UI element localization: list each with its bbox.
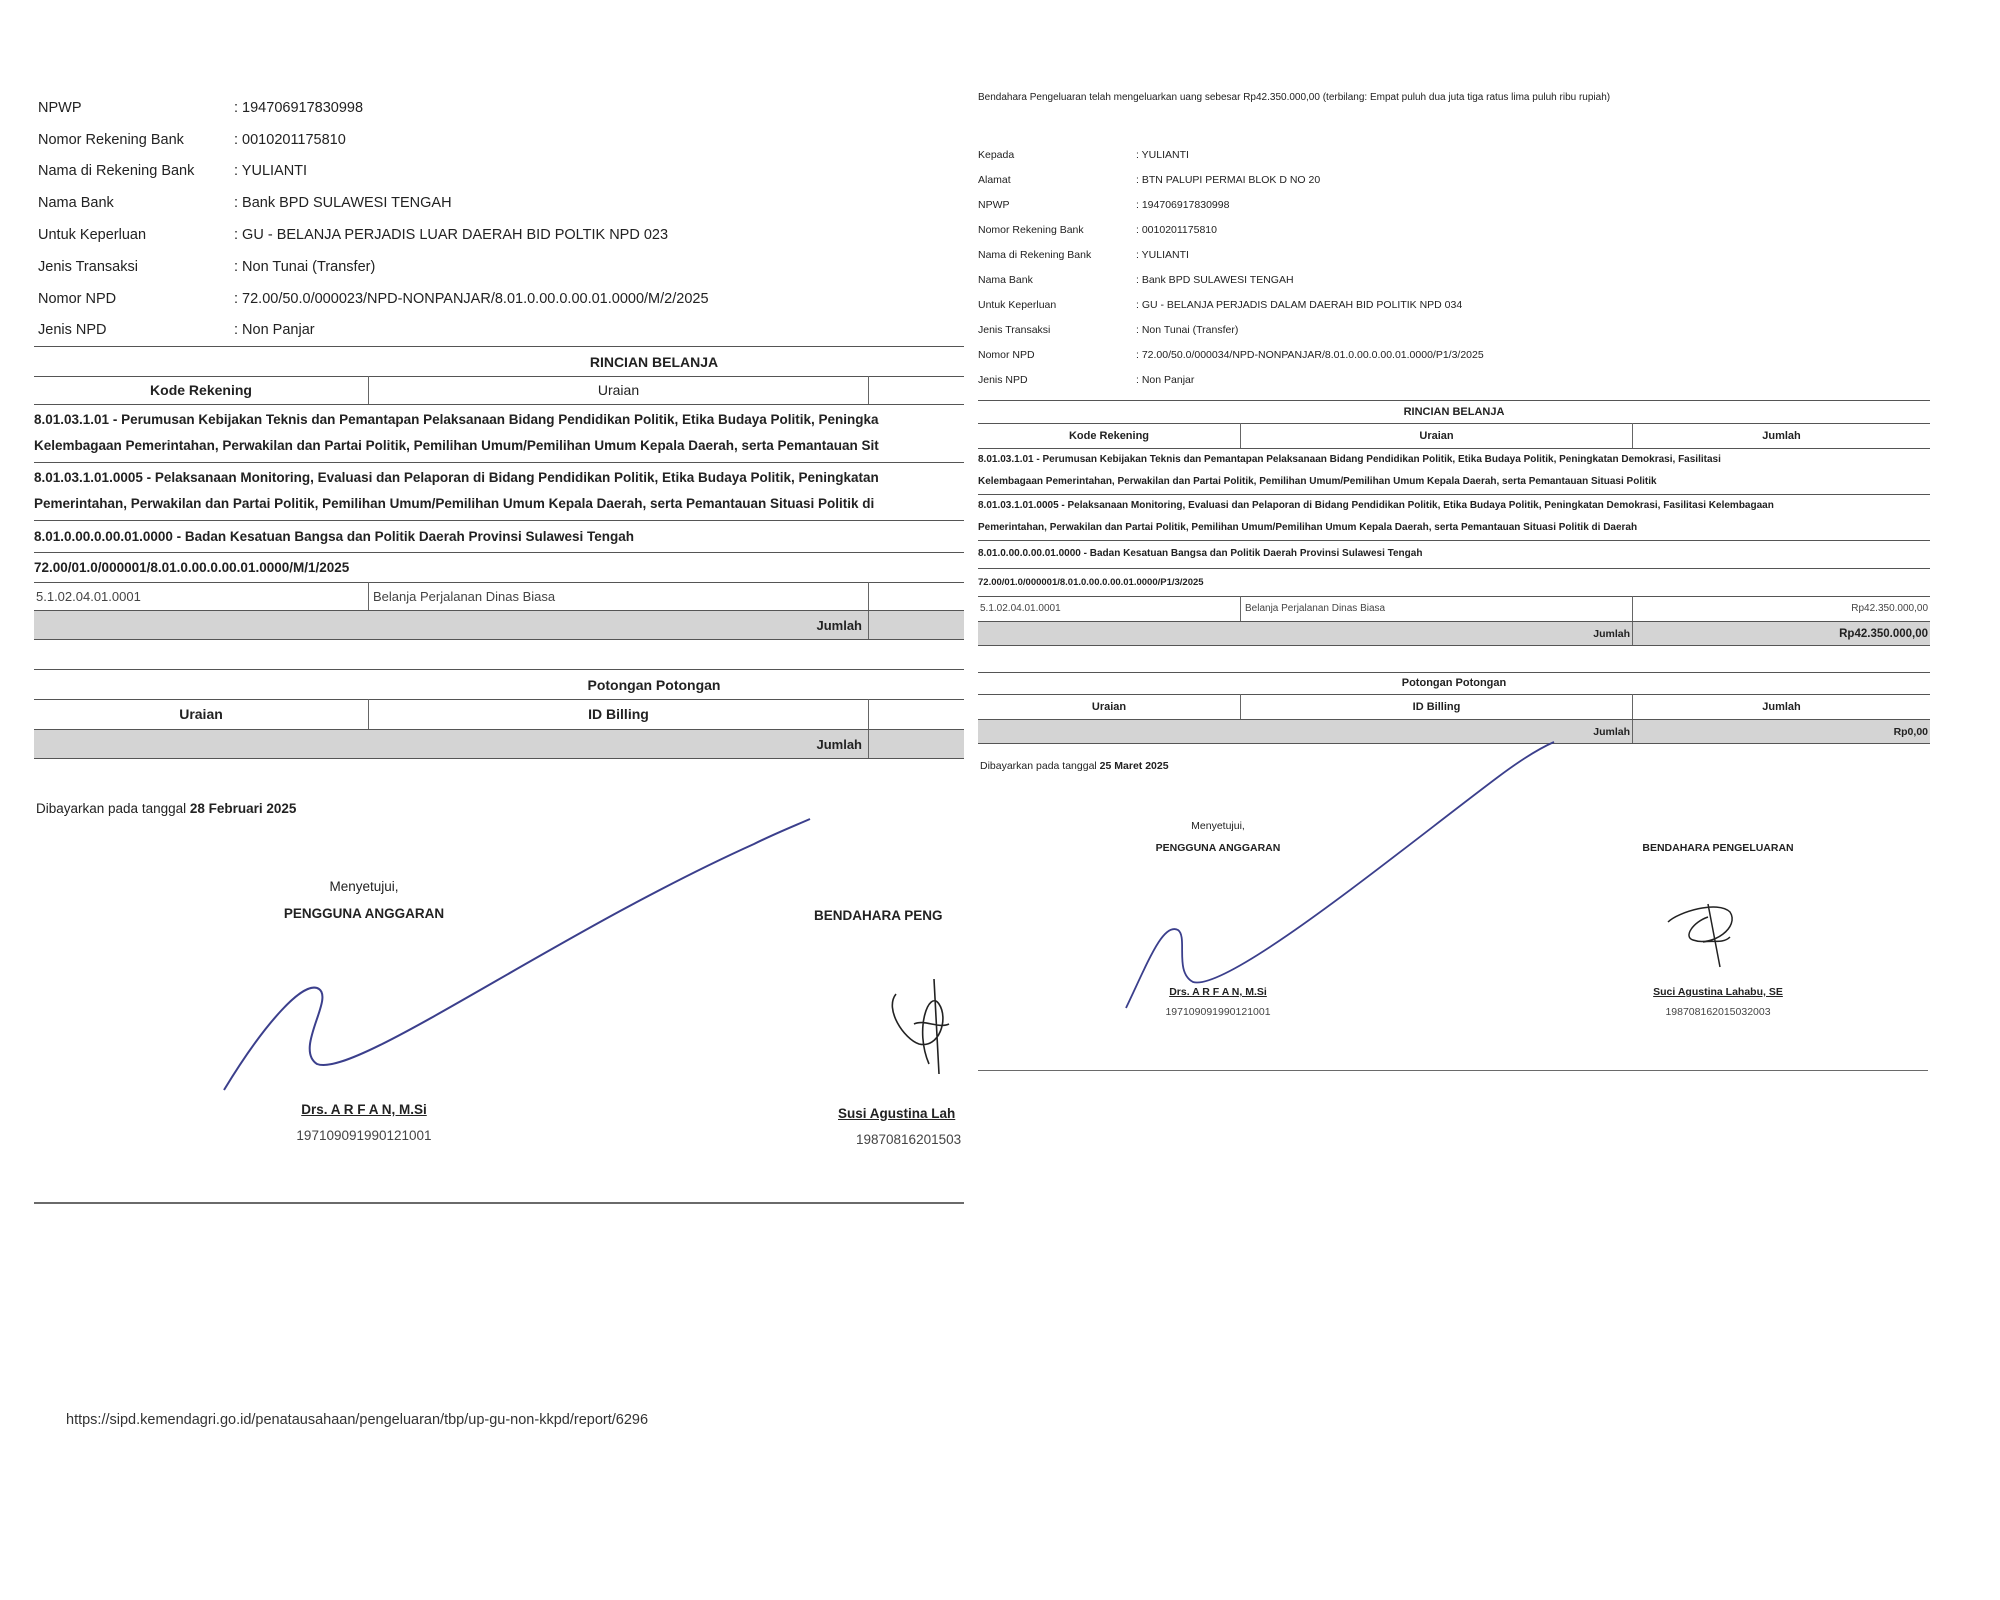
info-value: : GU - BELANJA PERJADIS LUAR DAERAH BID POLTIK NPD 023	[234, 227, 669, 244]
left-signature-marks	[34, 74, 964, 1204]
right-bp-name: Suci Agustina Lahabu, SE	[1653, 986, 1783, 998]
left-potongan-title: Potongan Potongan	[587, 677, 721, 693]
right-jumlah-label: Jumlah	[1593, 627, 1630, 640]
right-pot-col-jumlah: Jumlah	[1632, 694, 1930, 719]
left-item-uraian: Belanja Perjalanan Dinas Biasa	[368, 582, 868, 610]
left-unit-line: 8.01.0.00.0.00.01.0000 - Badan Kesatuan Bangsa dan Politik Daerah Provinsi Sulawesi Tengah	[34, 529, 634, 544]
right-pa-nip: 197109091990121001	[1165, 1006, 1271, 1018]
right-document	[978, 92, 1930, 1072]
info-value: : Non Panjar	[234, 322, 315, 339]
left-pa-name: Drs. A R F A N, M.Si	[301, 1102, 427, 1117]
right-pot-total: Rp0,00	[1632, 720, 1930, 743]
right-program-line-1b: Kelembagaan Pemerintahan, Perwakilan dan Partai Politik, Pemilihan Umum/Pemilihan Umum Kepala Daerah, serta Pemantauan Situasi Politik	[978, 476, 1657, 487]
info-value: : GU - BELANJA PERJADIS DALAM DAERAH BID POLITIK NPD 034	[1136, 298, 1463, 311]
footer-url[interactable]: https://sipd.kemendagri.go.id/penatausahaan/pengeluaran/tbp/up-gu-non-kkpd/report/6296	[66, 1412, 649, 1428]
info-value: : BTN PALUPI PERMAI BLOK D NO 20	[1136, 173, 1321, 186]
right-item-jumlah: Rp42.350.000,00	[1632, 596, 1930, 621]
info-label: Nomor NPD	[978, 348, 1035, 361]
left-col-uraian: Uraian	[368, 376, 868, 404]
right-total: Rp42.350.000,00	[1632, 622, 1930, 645]
info-value: : YULIANTI	[1136, 148, 1189, 161]
info-value: : YULIANTI	[234, 163, 308, 180]
right-pot-col-billing: ID Billing	[1240, 694, 1632, 719]
info-label: Nomor NPD	[38, 290, 117, 307]
right-paid-date: Dibayarkan pada tanggal 25 Maret 2025	[980, 760, 1169, 772]
info-value: : Non Panjar	[1136, 373, 1195, 386]
left-jumlah-label: Jumlah	[816, 617, 862, 633]
info-value: : 194706917830998	[1136, 198, 1230, 211]
info-value: : 0010201175810	[1136, 223, 1217, 236]
info-label: Untuk Keperluan	[38, 227, 147, 244]
info-label: Jenis NPD	[38, 322, 107, 339]
left-menyetujui: Menyetujui,	[329, 879, 399, 894]
right-activity-line-2b: Pemerintahan, Perwakilan dan Partai Politik, Pemilihan Umum/Pemilihan Umum Kepala Daerah, serta Pemantauan Situasi Politik di Daerah	[978, 522, 1638, 533]
right-menyetujui: Menyetujui,	[1191, 820, 1245, 832]
right-payment-statement: Bendahara Pengeluaran telah mengeluarkan uang sebesar Rp42.350.000,00 (terbilang: Empat puluh dua juta tiga ratus lima puluh ribu rupiah)	[978, 92, 1611, 103]
left-pot-jumlah-label: Jumlah	[816, 736, 862, 752]
left-program-line-1a: 8.01.03.1.01 - Perumusan Kebijakan Teknis dan Pemantapan Pelaksanaan Bidang Pendidikan Politik, Etika Budaya Politik, Peningka	[34, 412, 879, 427]
left-pa-signature-icon	[224, 819, 810, 1090]
right-pengguna-anggaran: PENGGUNA ANGGARAN	[1155, 842, 1281, 854]
info-label: Nama Bank	[978, 273, 1033, 286]
info-label: Nama di Rekening Bank	[38, 163, 195, 180]
right-npd-line: 72.00/01.0/000001/8.01.0.00.0.00.01.0000/P1/3/2025	[978, 577, 1204, 588]
right-col-kode-rekening: Kode Rekening	[1068, 429, 1150, 442]
info-label: Jenis Transaksi	[38, 258, 138, 275]
left-bp-nip: 19870816201503	[856, 1132, 962, 1147]
info-label: Jenis Transaksi	[978, 323, 1051, 336]
left-col-kode-rekening: Kode Rekening	[150, 382, 252, 398]
left-program-line-1b: Kelembagaan Pemerintahan, Perwakilan dan Partai Politik, Pemilihan Umum/Pemilihan Umum Kepala Daerah, serta Pemantauan Sit	[34, 438, 879, 453]
right-pot-col-uraian: Uraian	[1091, 700, 1127, 713]
right-potongan-title: Potongan Potongan	[1401, 677, 1507, 689]
left-pot-col-uraian: Uraian	[179, 706, 223, 722]
left-rincian-title: RINCIAN BELANJA	[589, 354, 719, 370]
right-program-line-1a: 8.01.03.1.01 - Perumusan Kebijakan Teknis dan Pemantapan Pelaksanaan Bidang Pendidikan Politik, Etika Budaya Politik, Peningkatan Demokrasi, Fasilitasi	[978, 454, 1721, 465]
right-signature-marks	[978, 92, 1930, 1072]
right-col-jumlah: Jumlah	[1632, 423, 1930, 448]
left-item-kode: 5.1.02.04.01.0001	[36, 588, 141, 604]
left-activity-line-2a: 8.01.03.1.01.0005 - Pelaksanaan Monitoring, Evaluasi dan Pelaporan di Bidang Pendidikan Politik, Etika Budaya Politik, Peningkatan	[34, 470, 879, 485]
left-pengguna-anggaran: PENGGUNA ANGGARAN	[283, 906, 445, 921]
right-item-uraian: Belanja Perjalanan Dinas Biasa	[1240, 596, 1632, 621]
info-value: : Non Tunai (Transfer)	[234, 258, 376, 275]
left-bendahara-title: BENDAHARA PENG	[814, 908, 943, 923]
info-label: Nama Bank	[38, 195, 114, 212]
info-label: Nomor Rekening Bank	[38, 131, 184, 148]
info-value: : 0010201175810	[234, 131, 346, 148]
left-bp-signature-icon	[892, 979, 949, 1074]
info-label: NPWP	[978, 198, 1010, 211]
info-value: : Bank BPD SULAWESI TENGAH	[1136, 273, 1294, 286]
right-activity-line-2a: 8.01.03.1.01.0005 - Pelaksanaan Monitoring, Evaluasi dan Pelaporan di Bidang Pendidikan Politik, Etika Budaya Politik, Peningkatan Demokrasi, Fasilitasi Kelembagaan	[978, 500, 1774, 511]
right-rincian-title: RINCIAN BELANJA	[1403, 406, 1505, 418]
info-value: : Bank BPD SULAWESI TENGAH	[234, 195, 452, 212]
left-pa-nip: 197109091990121001	[296, 1128, 432, 1143]
left-bp-name: Susi Agustina Lah	[838, 1106, 956, 1121]
info-value: : YULIANTI	[1136, 248, 1189, 261]
right-pot-jumlah-label: Jumlah	[1593, 725, 1630, 738]
info-value: : 72.00/50.0/000023/NPD-NONPANJAR/8.01.0.00.0.00.01.0000/M/2/2025	[234, 290, 709, 307]
right-bendahara-title: BENDAHARA PENGELUARAN	[1642, 842, 1794, 854]
info-label: NPWP	[38, 99, 82, 116]
right-unit-line: 8.01.0.00.0.00.01.0000 - Badan Kesatuan Bangsa dan Politik Daerah Provinsi Sulawesi Tengah	[978, 548, 1423, 559]
info-value: : 72.00/50.0/000034/NPD-NONPANJAR/8.01.0.00.0.00.01.0000/P1/3/2025	[1136, 348, 1484, 361]
info-label: Nomor Rekening Bank	[978, 223, 1084, 236]
info-label: Untuk Keperluan	[978, 298, 1057, 311]
left-pot-col-billing: ID Billing	[368, 699, 868, 729]
right-col-uraian: Uraian	[1240, 423, 1632, 448]
right-pa-signature-icon	[1126, 742, 1554, 1008]
info-value: : Non Tunai (Transfer)	[1136, 323, 1239, 336]
info-label: Kepada	[978, 148, 1015, 161]
info-label: Jenis NPD	[978, 373, 1028, 386]
right-bp-signature-icon	[1668, 904, 1732, 967]
left-paid-date: Dibayarkan pada tanggal 28 Februari 2025	[36, 801, 297, 816]
info-label: Alamat	[978, 173, 1011, 186]
left-activity-line-2b: Pemerintahan, Perwakilan dan Partai Politik, Pemilihan Umum/Pemilihan Umum Kepala Daerah, serta Pemantauan Situasi Politik di	[34, 496, 875, 511]
left-npd-line: 72.00/01.0/000001/8.01.0.00.0.00.01.0000/M/1/2025	[34, 560, 350, 575]
right-bp-nip: 198708162015032003	[1665, 1006, 1771, 1018]
info-value: : 194706917830998	[234, 99, 364, 116]
left-document	[34, 74, 964, 1204]
right-item-kode: 5.1.02.04.01.0001	[980, 603, 1061, 614]
info-label: Nama di Rekening Bank	[978, 248, 1092, 261]
right-pa-name: Drs. A R F A N, M.Si	[1169, 986, 1267, 998]
